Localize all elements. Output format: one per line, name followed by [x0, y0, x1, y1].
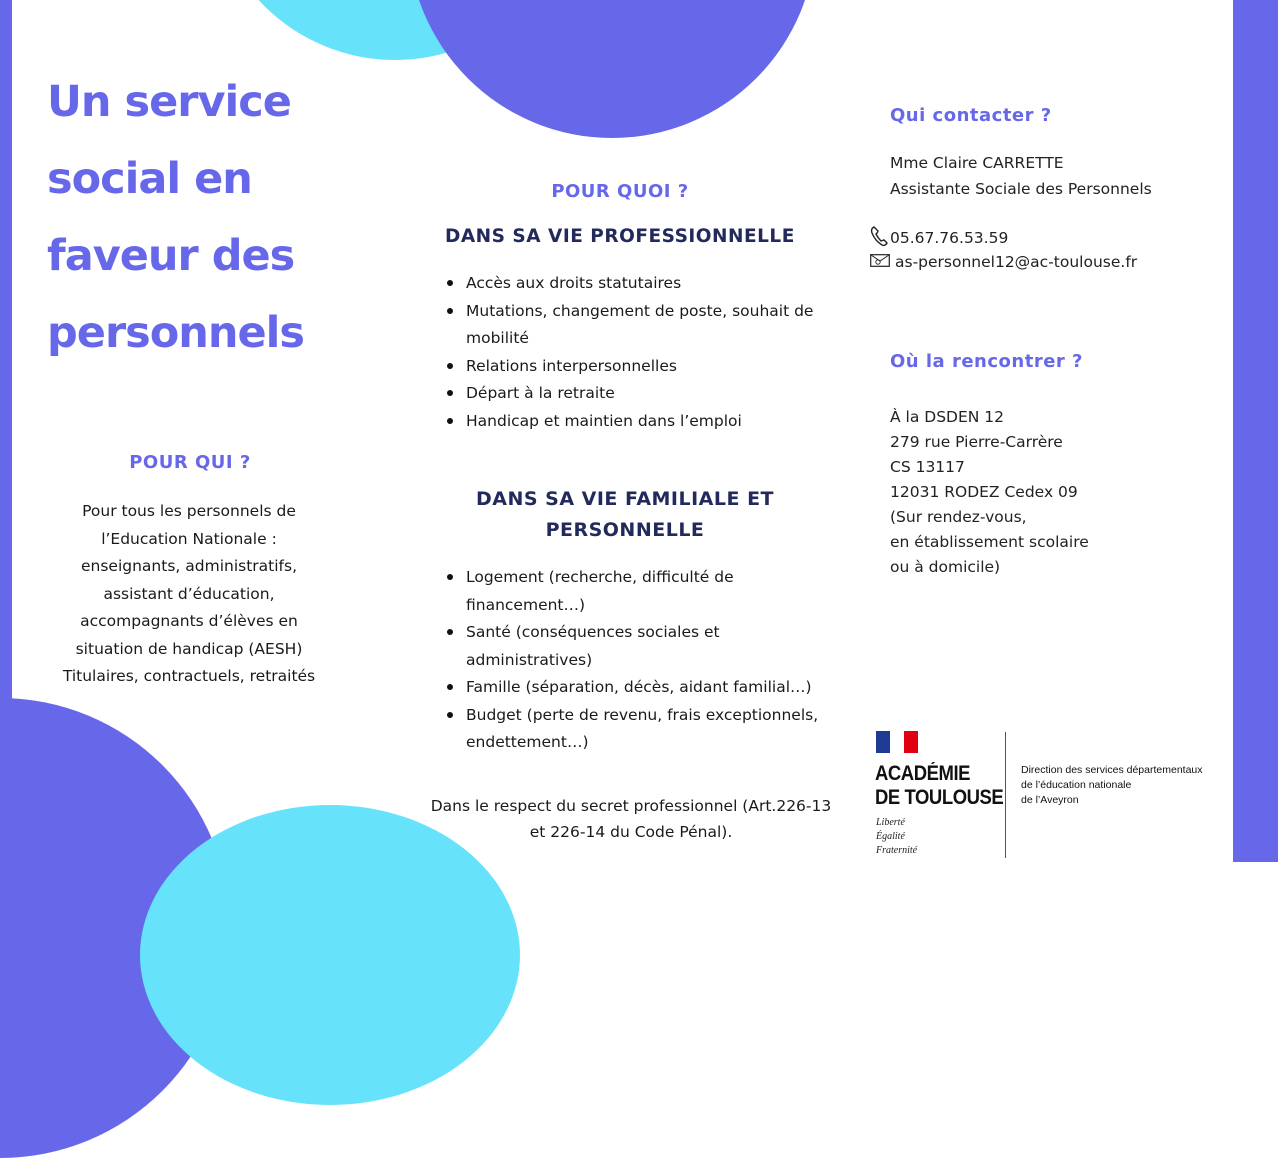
list-item: Relations interpersonnelles: [445, 353, 835, 381]
vie-familiale-heading: [450, 484, 800, 546]
page-title: [47, 64, 377, 372]
devise-line: Égalité: [876, 831, 905, 842]
pour-qui-text: [50, 498, 328, 691]
vie-professionnelle-list: [445, 270, 835, 435]
list-item: Départ à la retraite: [445, 380, 835, 408]
contact-name: Mme Claire CARRETTE: [890, 154, 1064, 172]
vie-professionnelle-heading: DANS SA VIE PROFESSIONNELLE: [445, 226, 795, 247]
devise: [876, 816, 917, 858]
title-line: personnels: [47, 308, 305, 358]
address-line: 279 rue Pierre-Carrère: [890, 433, 1063, 451]
contact-email-row: [870, 253, 1137, 271]
pour-qui-line: enseignants, administratifs,: [80, 557, 297, 575]
list-item: Mutations, changement de poste, souhait de mobilité: [445, 298, 835, 353]
address-line: 12031 RODEZ Cedex 09: [890, 483, 1078, 501]
french-flag-icon: [876, 731, 918, 753]
contact-email[interactable]: as-personnel12@ac-toulouse.fr: [895, 253, 1138, 271]
contact-phone[interactable]: 05.67.76.53.59: [890, 229, 1009, 247]
vie-familiale-heading-line: PERSONNELLE: [545, 519, 705, 541]
pour-quoi-heading: POUR QUOI ?: [551, 181, 689, 202]
vie-familiale-list: [445, 564, 835, 757]
cyan-circle-bottom: [140, 805, 520, 1105]
pour-qui-line: Pour tous les personnels de: [82, 502, 296, 520]
secret-professionnel-note: Dans le respect du secret professionnel (Art.226-13 et 226-14 du Code Pénal).: [430, 797, 832, 841]
title-line: faveur des: [47, 231, 295, 281]
address-line: (Sur rendez-vous,: [890, 508, 1027, 526]
address-line: À la DSDEN 12: [890, 408, 1005, 426]
contact-role: Assistante Sociale des Personnels: [890, 180, 1152, 198]
contact-phone-row: [870, 225, 1008, 251]
list-item: Budget (perte de revenu, frais exceptionnels, endettement…): [445, 702, 835, 757]
dsden-line: de l’Aveyron: [1021, 794, 1079, 806]
pour-qui-line: l’Education Nationale :: [101, 529, 277, 548]
list-item: Logement (recherche, difficulté de financement…): [445, 564, 835, 619]
address-line: CS 13117: [890, 458, 965, 476]
academie-name: [875, 762, 1003, 810]
logo-divider: [1005, 732, 1006, 858]
pour-qui-line: accompagnants d’élèves en: [80, 612, 298, 630]
email-icon: [870, 253, 890, 271]
dsden-line: de l’éducation nationale: [1021, 779, 1132, 791]
right-border: [1233, 0, 1278, 862]
contact-person: [890, 150, 1152, 202]
title-line: social en: [47, 154, 252, 204]
academie-line: ACADÉMIE: [875, 762, 971, 785]
dsden-label: [1021, 763, 1203, 808]
pour-qui-line: situation de handicap (AESH): [75, 639, 303, 658]
list-item: Famille (séparation, décès, aidant familial…): [445, 674, 835, 702]
vie-familiale-heading-line: DANS SA VIE FAMILIALE ET: [475, 488, 775, 510]
address-block: [890, 405, 1089, 580]
title-line: Un service: [47, 77, 291, 127]
dsden-line: Direction des services départementaux: [1021, 764, 1203, 776]
pour-qui-heading: POUR QUI ?: [129, 452, 251, 473]
devise-line: Liberté: [876, 817, 905, 828]
address-line: ou à domicile): [890, 558, 1001, 576]
academie-line: DE TOULOUSE: [875, 786, 1004, 809]
list-item: Santé (conséquences sociales et administratives): [445, 619, 835, 674]
pour-qui-line: assistant d’éducation,: [103, 584, 275, 603]
ou-rencontrer-heading: Où la rencontrer ?: [890, 351, 1083, 372]
phone-icon: [870, 225, 888, 251]
list-item: Accès aux droits statutaires: [445, 270, 835, 298]
academie-logo: [872, 730, 1202, 860]
qui-contacter-heading: Qui contacter ?: [890, 105, 1052, 126]
address-line: en établissement scolaire: [890, 533, 1089, 551]
purple-circle-top: [408, 0, 816, 138]
devise-line: Fraternité: [876, 845, 918, 856]
list-item: Handicap et maintien dans l’emploi: [445, 408, 835, 436]
pour-qui-line: Titulaires, contractuels, retraités: [62, 667, 316, 685]
